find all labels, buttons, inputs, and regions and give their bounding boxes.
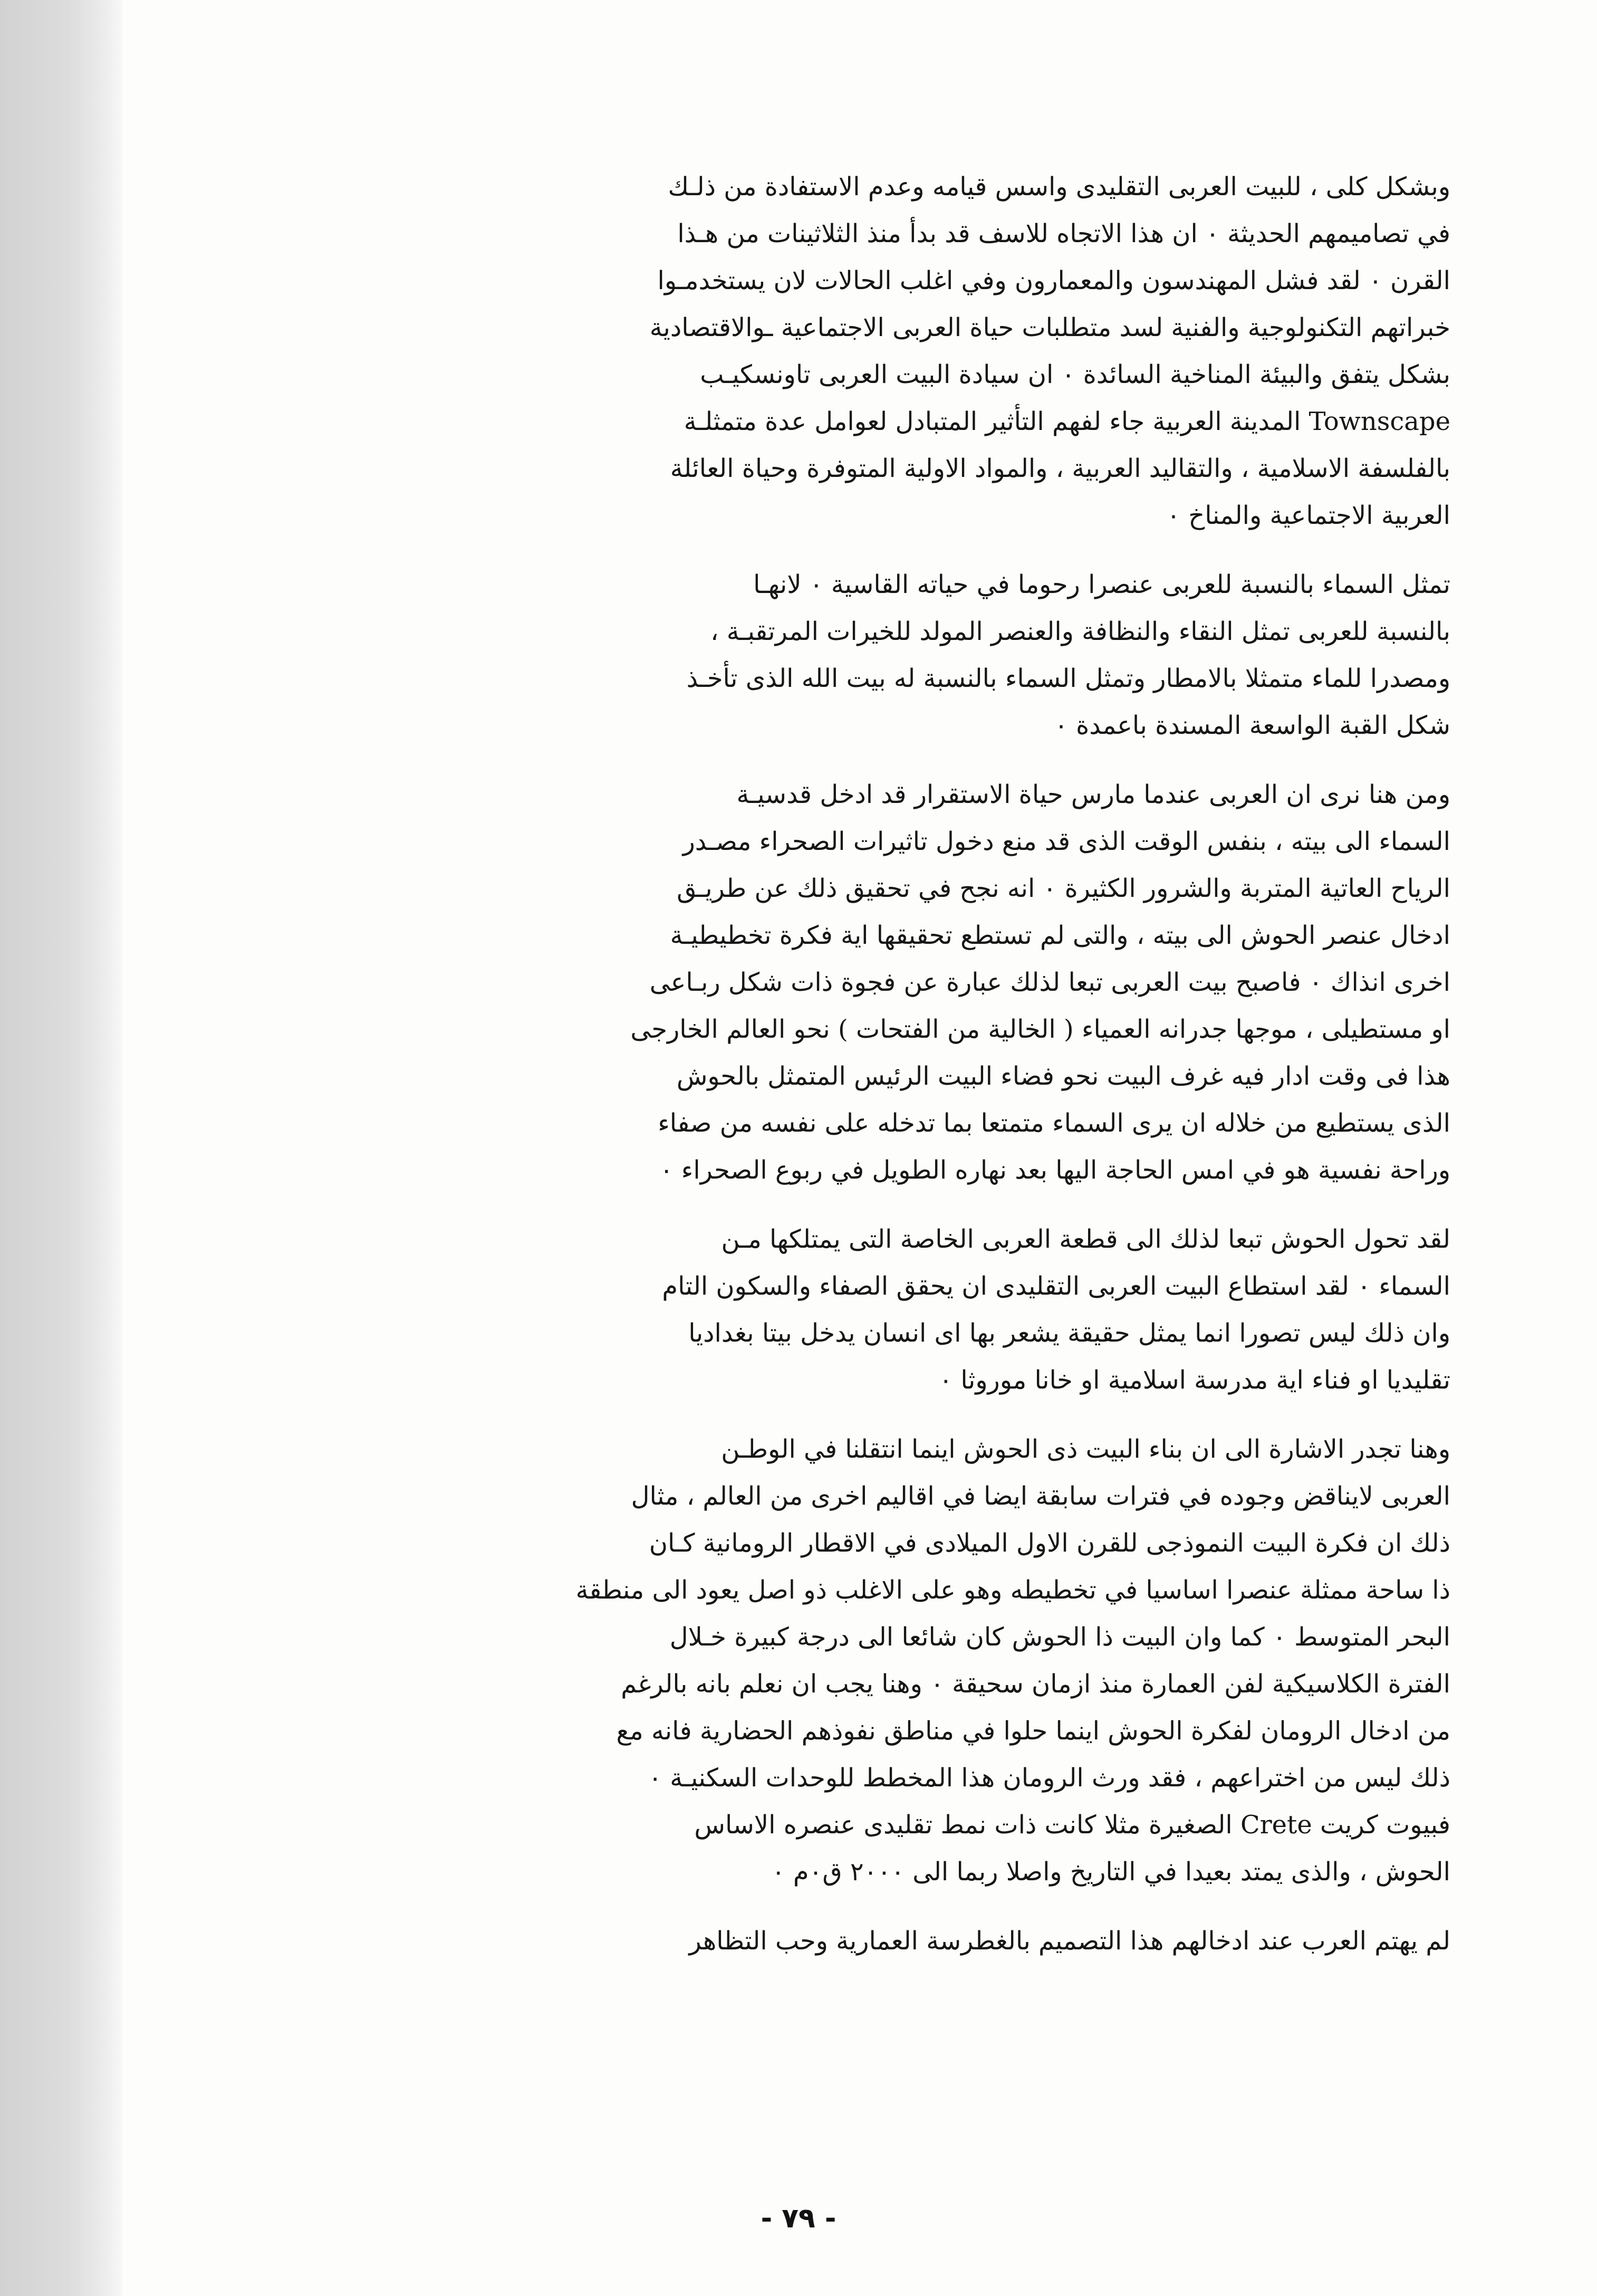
- paragraph-2: [158, 561, 1450, 749]
- text-line: تمثل السماء بالنسبة للعربى عنصرا رحوما في حياته القاسية ٠ لانهـا: [753, 570, 1450, 599]
- paragraph-6: [158, 1918, 1450, 1965]
- text-line: اخرى انذاك ٠ فاصبح بيت العربى تبعا لذلك عبارة عن فجوة ذات شكل ربـاعى: [649, 968, 1450, 997]
- body-text: [158, 164, 1450, 1965]
- text-line: الرياح العاتية المتربة والشرور الكثيرة ٠ انه نجح في تحقيق ذلك عن طريـق: [677, 874, 1450, 903]
- text-line: السماء الى بيته ، بنفس الوقت الذى قد منع دخول تاثيرات الصحراء مصـدر: [682, 827, 1450, 856]
- text-line: هذا فى وقت ادار فيه غرف البيت نحو فضاء البيت الرئيس المتمثل بالحوش: [676, 1061, 1450, 1091]
- text-line: العربى لايناقض وجوده في فترات سابقة ايضا في اقاليم اخرى من العالم ، مثال: [631, 1481, 1450, 1511]
- text-line: العربية الاجتماعية والمناخ ٠: [1167, 501, 1450, 530]
- text-line: ومصدرا للماء متمثلا بالامطار وتمثل السماء بالنسبة له بيت الله الذى تأخـذ: [686, 664, 1450, 693]
- text-line: لقد تحول الحوش تبعا لذلك الى قطعة العربى الخاصة التى يمتلكها مـن: [721, 1224, 1450, 1254]
- text-line: Townscape المدينة العربية جاء لفهم التأثير المتبادل لعوامل عدة متمثلـة: [684, 407, 1450, 436]
- paragraph-1: [158, 164, 1450, 539]
- text-line: السماء ٠ لقد استطاع البيت العربى التقليدى ان يحقق الصفاء والسكون التام: [662, 1271, 1450, 1301]
- text-line: وان ذلك ليس تصورا انما يمثل حقيقة يشعر بها اى انسان يدخل بيتا بغداديا: [688, 1318, 1450, 1348]
- text-line: الحوش ، والذى يمتد بعيدا في التاريخ واصلا ربما الى ٢٠٠٠ ق٠م ٠: [771, 1857, 1450, 1887]
- text-line: ذا ساحة ممثلة عنصرا اساسيا في تخطيطه وهو على الاغلب ذو اصل يعود الى منطقة: [575, 1575, 1450, 1605]
- text-line: ادخال عنصر الحوش الى بيته ، والتى لم تستطع تحقيقها اية فكرة تخطيطيـة: [670, 921, 1450, 950]
- text-line: القرن ٠ لقد فشل المهندسون والمعمارون وفي اغلب الحالات لان يستخدمـوا: [657, 266, 1450, 295]
- text-line: البحر المتوسط ٠ كما وان البيت ذا الحوش كان شائعا الى درجة كبيرة خـلال: [669, 1622, 1450, 1652]
- text-line: او مستطيلى ، موجها جدرانه العمياء ( الخالية من الفتحات ) نحو العالم الخارجى: [630, 1015, 1450, 1044]
- paragraph-3: [158, 771, 1450, 1194]
- text-line: بالنسبة للعربى تمثل النقاء والنظافة والعنصر المولد للخيرات المرتقبـة ،: [710, 617, 1450, 646]
- text-line: ذلك ان فكرة البيت النموذجى للقرن الاول الميلادى في الاقطار الرومانية كـان: [649, 1528, 1450, 1558]
- text-line: شكل القبة الواسعة المسندة باعمدة ٠: [1054, 711, 1450, 740]
- text-line: لم يهتم العرب عند ادخالهم هذا التصميم بالغطرسة العمارية وحب التظاهر: [689, 1926, 1450, 1956]
- paragraph-4: [158, 1216, 1450, 1404]
- text-line: من ادخال الرومان لفكرة الحوش اينما حلوا في مناطق نفوذهم الحضارية فانه مع: [616, 1716, 1450, 1746]
- text-line: الذى يستطيع من خلاله ان يرى السماء متمتعا بما تدخله على نفسه من صفاء: [658, 1108, 1450, 1138]
- text-line: وهنا تجدر الاشارة الى ان بناء البيت ذى الحوش اينما انتقلنا في الوطـن: [721, 1434, 1450, 1464]
- text-line: بشكل يتفق والبيئة المناخية السائدة ٠ ان سيادة البيت العربى تاونسكيـب: [700, 360, 1450, 389]
- text-line: الفترة الكلاسيكية لفن العمارة منذ ازمان سحيقة ٠ وهنا يجب ان نعلم بانه بالرغم: [621, 1669, 1450, 1699]
- text-line: وراحة نفسية هو في امس الحاجة اليها بعد نهاره الطويل في ربوع الصحراء ٠: [659, 1155, 1450, 1185]
- text-line: بالفلسفة الاسلامية ، والتقاليد العربية ، والمواد الاولية المتوفرة وحياة العائلة: [670, 454, 1450, 483]
- text-line: وبشكل كلى ، للبيت العربى التقليدى واسس قيامه وعدم الاستفادة من ذلـك: [668, 172, 1450, 202]
- text-line: ذلك ليس من اختراعهم ، فقد ورث الرومان هذا المخطط للوحدات السكنيـة ٠: [648, 1763, 1450, 1793]
- text-line: خبراتهم التكنولوجية والفنية لسد متطلبات حياة العربى الاجتماعية ـوالاقتصادية: [649, 313, 1450, 342]
- page-left-shadow: [0, 0, 122, 2296]
- page-number: - ٧٩ -: [761, 2203, 836, 2234]
- text-line: في تصاميمهم الحديثة ٠ ان هذا الاتجاه للاسف قد بدأ منذ الثلاثينات من هـذا: [677, 219, 1450, 248]
- text-line: تقليديا او فناء اية مدرسة اسلامية او خانا موروثا ٠: [939, 1365, 1450, 1395]
- text-line: فبيوت كريت Crete الصغيرة مثلا كانت ذات نمط تقليدى عنصره الاساس: [694, 1810, 1450, 1840]
- text-line: ومن هنا نرى ان العربى عندما مارس حياة الاستقرار قد ادخل قدسيـة: [736, 780, 1450, 809]
- paragraph-5: [158, 1426, 1450, 1896]
